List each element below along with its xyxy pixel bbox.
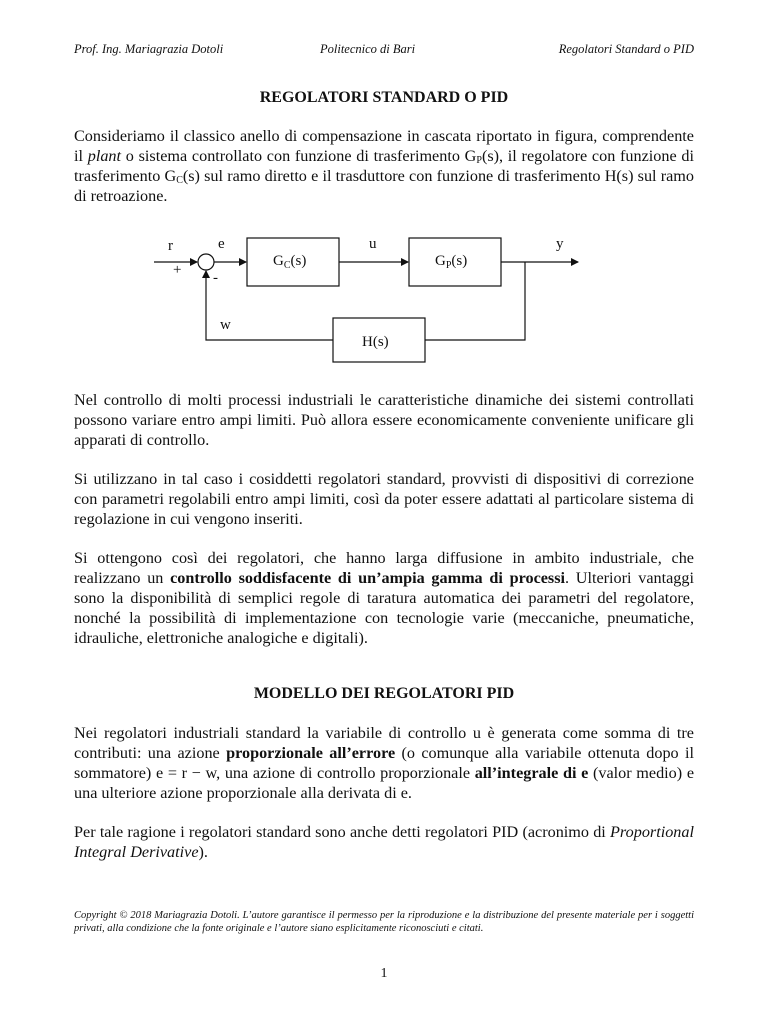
label-w: w <box>220 317 231 333</box>
page-header <box>74 42 694 58</box>
paragraph-3: Si utilizzano in tal caso i cosiddetti regolatori standard, provvisti di dispositivi di correzione con parametri regolabili entro ampi limiti, così da poter essere adattati al particolare sistema di regolazione in cui vengono inseriti. <box>74 470 694 528</box>
label-u: u <box>369 236 377 252</box>
paragraph-4: Si ottengono così dei regolatori, che hanno larga diffusione in ambito industriale, che realizzano un controllo soddisfacente di un’ampia gamma di processi. Ulteriori vantaggi sono la disponibilità di semplici regole di taratura automatica dei parametri del regolatore, nonché la possibilità di implementazione con tecnologie varie (meccaniche, pneumatiche, idrauliche, elettroniche analogiche e digitali). <box>74 549 694 647</box>
header-course: Regolatori Standard o PID <box>558 42 694 56</box>
label-plus: + <box>173 262 182 278</box>
feedback-loop-diagram <box>140 228 600 368</box>
transducer-label: H(s) <box>362 334 389 350</box>
header-author: Prof. Ing. Mariagrazia Dotoli <box>74 42 224 56</box>
paragraph-5: Nei regolatori industriali standard la variabile di controllo u è generata come somma di tre contributi: una azione proporzionale all’errore (o comunque alla variabile ottenuta dopo il sommatore) e = r − w, una azione di controllo proporzionale all’integrale di e (valor medio) e una ulteriore azione proporzionale alla derivata di e. <box>74 724 695 802</box>
paragraph-2: Nel controllo di molti processi industriali le caratteristiche dinamiche dei sistemi controllati possono variare entro ampi limiti. Può allora essere economicamente conveniente unificare gli apparati di controllo. <box>74 391 694 449</box>
copyright-notice: Copyright © 2018 Mariagrazia Dotoli. L’autore garantisce il permesso per la riproduzione e la distribuzione del presente materiale per i soggetti privati, alla condizione che la fonte originale e l’autore siano esplicitamente riconosciuti e citati. <box>74 910 694 934</box>
section-title-1: REGOLATORI STANDARD O PID <box>259 89 509 106</box>
label-e: e <box>218 236 225 252</box>
label-r: r <box>168 238 173 254</box>
page-number: 1 <box>380 966 388 981</box>
paragraph-intro: Consideriamo il classico anello di compensazione in cascata riportato in figura, comprendente il plant o sistema controllato con funzione di trasferimento $G_P(s)$, il regolatore con funzione di trasferimento $G_C(s)$ sul ramo diretto e il trasduttore con funzione di trasferimento H(s) sul ramo di retroazione. <box>74 127 695 205</box>
paragraph-6: Per tale ragione i regolatori standard sono anche detti regolatori PID (acronimo di Proportional Integral Derivative). <box>74 823 694 861</box>
label-minus: - <box>213 270 218 286</box>
summing-junction <box>198 254 214 270</box>
controller-label: $G_C(s)$ <box>273 253 307 271</box>
header-institution: Politecnico di Bari <box>320 42 416 56</box>
section-title-2: MODELLO DEI REGOLATORI PID <box>253 685 515 702</box>
label-y: y <box>556 236 564 252</box>
plant-label: $G_P(s)$ <box>435 253 468 271</box>
